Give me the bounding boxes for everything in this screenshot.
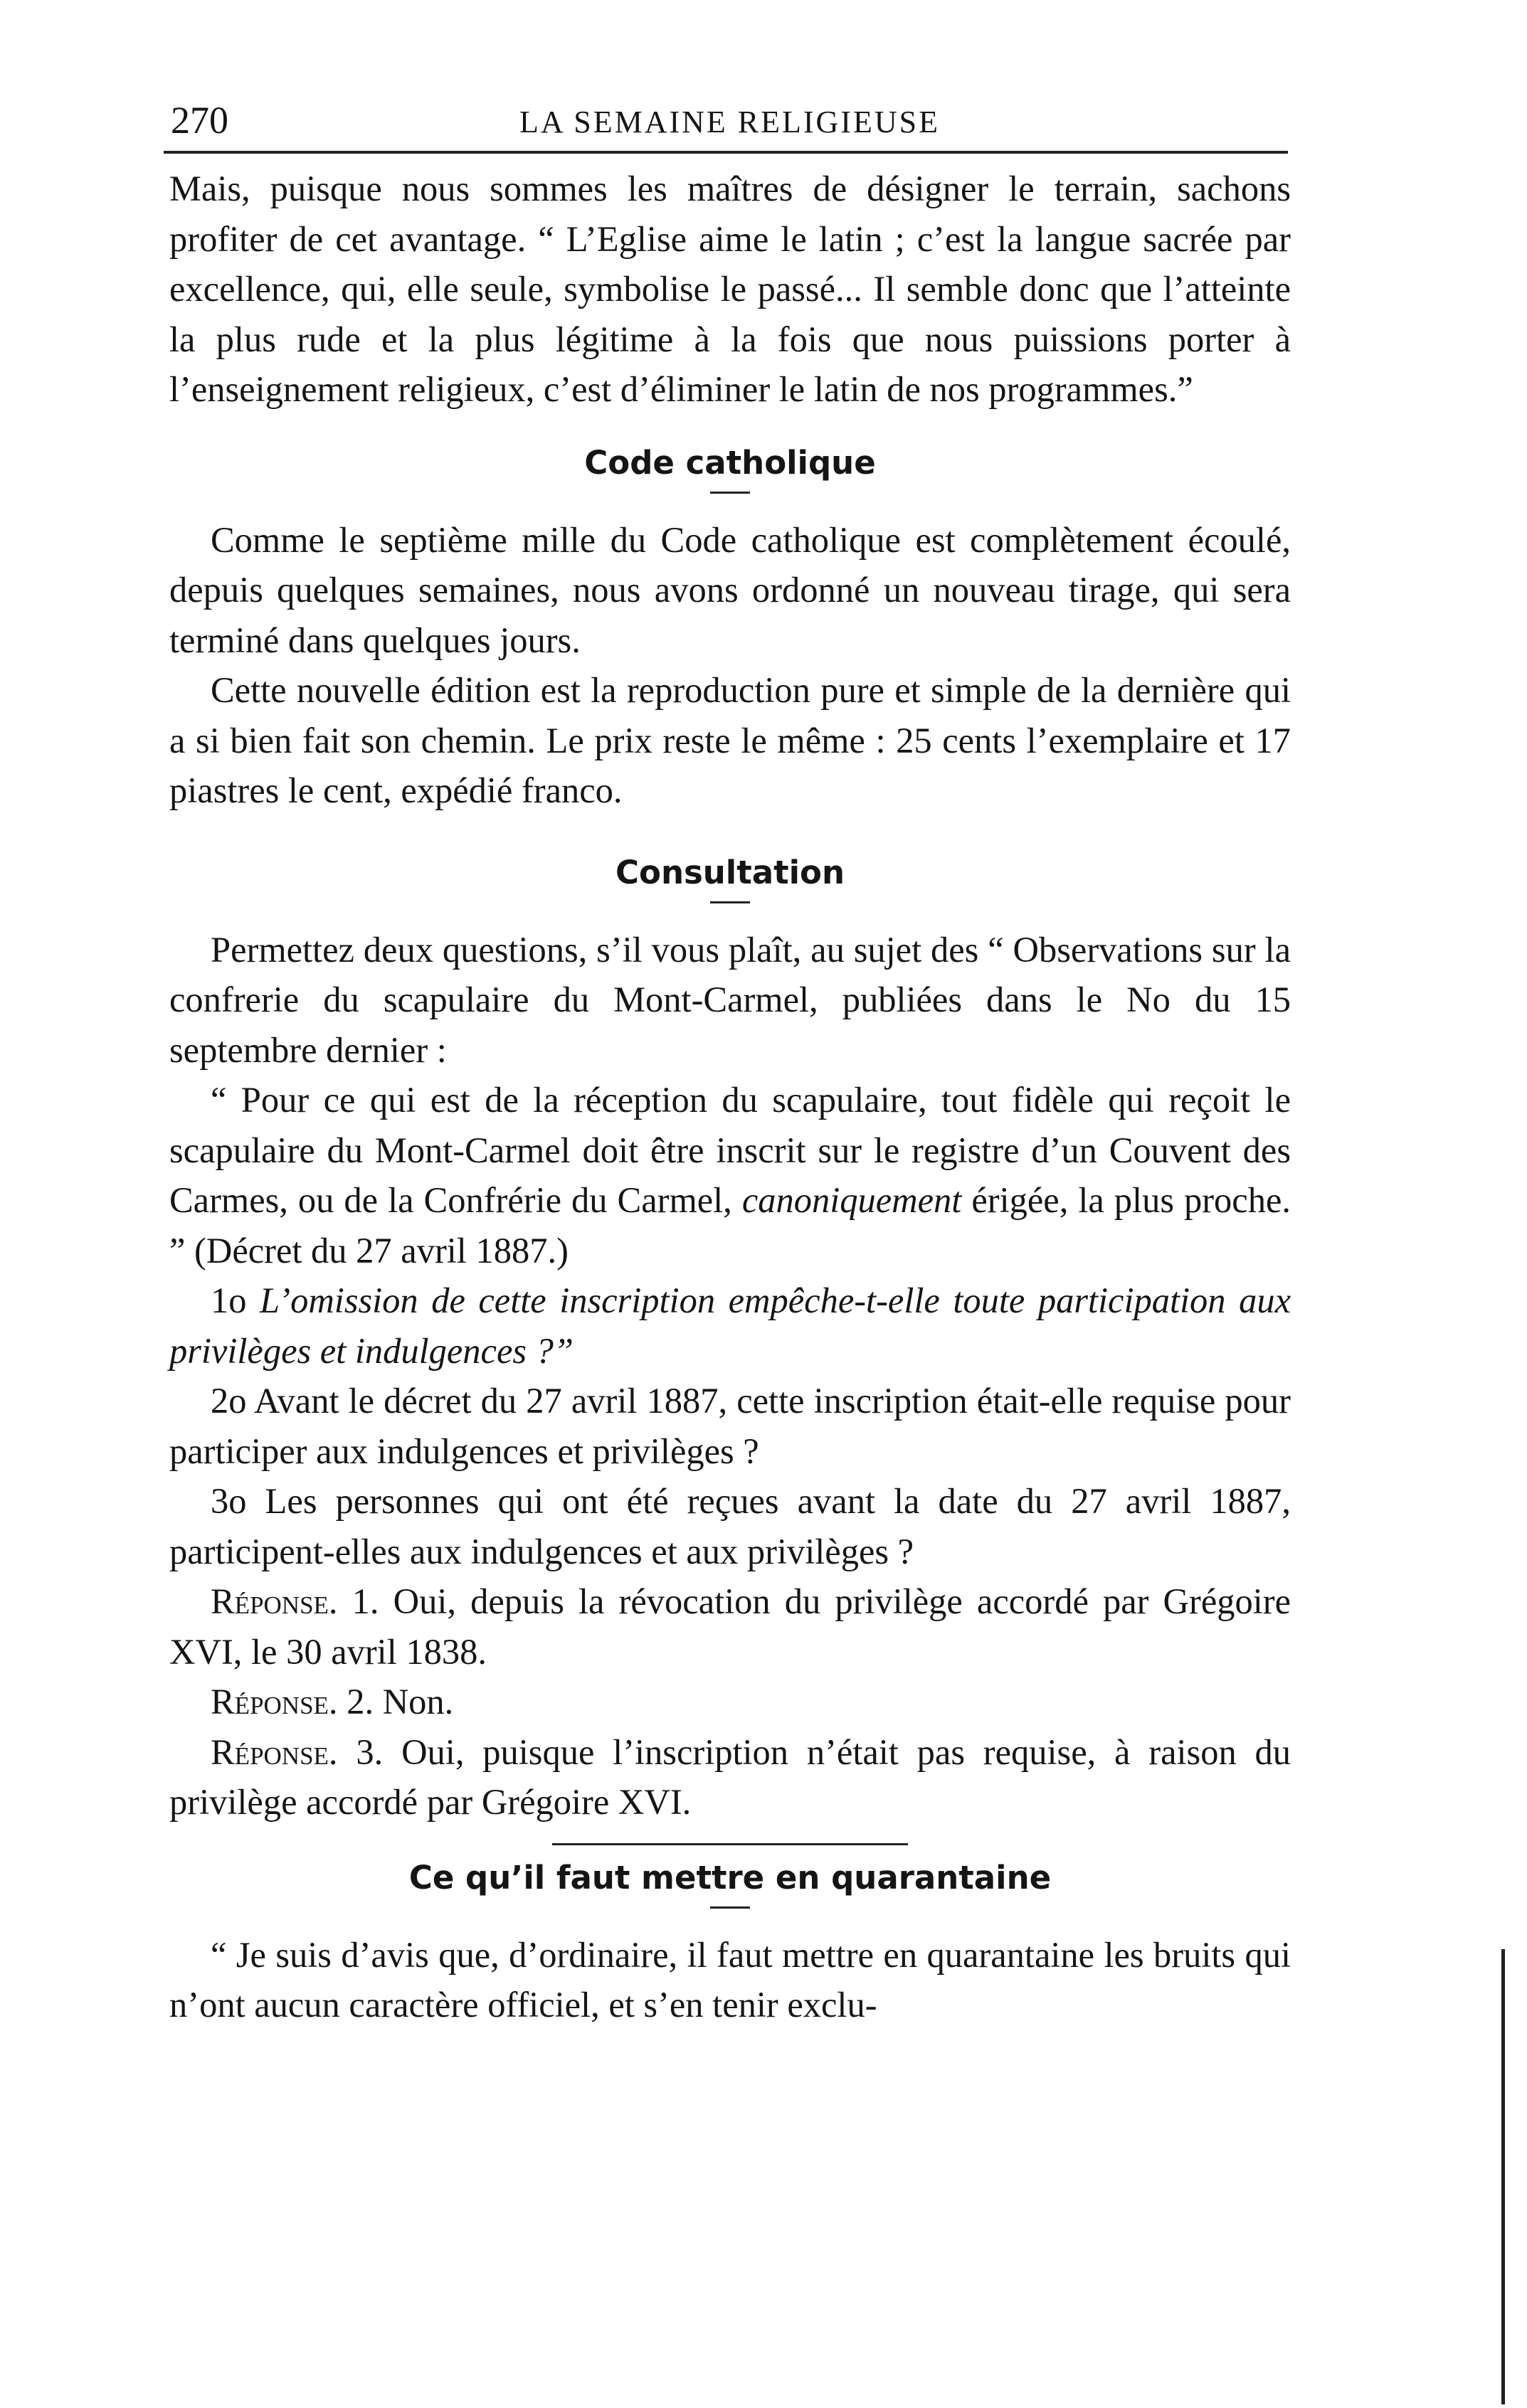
quote-text-end: érigée, la plus proche. ” (Décret du 27 avril 1887.) [169,1180,1291,1271]
journal-title: LA SEMAINE RELIGIEUSE [519,105,940,139]
header-rule [164,151,1288,154]
code-paragraph-2: Cette nouvelle édition est la reproduction pure et simple de la dernière qui a si bien fait son chemin. Le prix reste le même : 25 cents l’exemplaire et 17 piastres le cent, expédié franco. [169,670,1291,810]
question-1-number: 1o [211,1280,247,1320]
scan-margin-bar [1501,1949,1505,2404]
section-rule [710,1906,750,1909]
section-title-consultation: Consultation [615,853,845,891]
page-number: 270 [171,99,228,142]
answer-2 [169,1677,1291,1727]
section-rule [710,901,750,903]
consultation-intro: Permettez deux questions, s’il vous plaît, au sujet des “ Observations sur la confrerie du scapulaire du Mont-Carmel, publiées dans le No du 15 septembre dernier : [169,929,1291,1070]
answer-label: Réponse. [211,1682,338,1722]
section-rule [710,492,750,494]
quote-italic: canoniquement [741,1180,962,1220]
page-body [169,164,1291,2030]
section-separator [552,1843,908,1845]
opening-paragraph: Mais, puisque nous sommes les maîtres de désigner le terrain, sachons profiter de cet avantage. “ L’Eglise aime le latin ; c’est la langue sacrée par excellence, qui, elle seule, symbolise le passé... Il semble donc que l’atteinte la plus rude et la plus légitime à la fois que nous puissions porter à l’enseignement religieux, c’est d’éliminer le latin de nos programmes.” [169,169,1291,409]
question-3: 3o Les personnes qui ont été reçues avant la date du 27 avril 1887, participent-elles aux indulgences et aux privilèges ? [169,1481,1291,1571]
answer-1 [169,1576,1291,1677]
running-head [171,84,1281,148]
answer-2-text: 2. Non. [347,1682,454,1722]
question-2: 2o Avant le décret du 27 avril 1887, cette inscription était-elle requise pour participer aux indulgences et privilèges ? [169,1381,1291,1471]
quarantaine-paragraph: “ Je suis d’avis que, d’ordinaire, il faut mettre en quarantaine les bruits qui n’ont aucun caractère officiel, et s’en tenir exclu- [169,1934,1291,2025]
answer-1-text: 1. Oui, depuis la révocation du privilège accordé par Grégoire XVI, le 30 avril 1838. [169,1581,1291,1672]
quote-text: “ Pour ce qui est de la réception du scapulaire, tout fidèle qui reçoit le scapulaire du Mont-Carmel doit être inscrit sur le registre d’un Couvent des Carmes, ou de la Confrérie du Carmel, [169,1080,1291,1220]
answer-3-text: 3. Oui, puisque l’inscription n’était pas requise, à raison du privilège accordé par Grégoire XVI. [169,1731,1291,1822]
answer-label: Réponse. [211,1581,338,1621]
code-paragraph-1: Comme le septième mille du Code catholique est complètement écoulé, depuis quelques semaines, nous avons ordonné un nouveau tirage, qui sera terminé dans quelques jours. [169,519,1291,660]
question-1-text: L’omission de cette inscription empêche-t-elle toute participation aux privilèges et indulgences ?” [169,1280,1291,1371]
answer-3 [169,1727,1291,1828]
section-title-quarantaine: Ce qu’il faut mettre en quarantaine [408,1858,1052,1897]
consultation-quote [169,1075,1291,1275]
answer-label: Réponse. [211,1731,338,1772]
question-1 [169,1275,1291,1376]
section-title-code-catholique: Code catholique [584,443,876,482]
